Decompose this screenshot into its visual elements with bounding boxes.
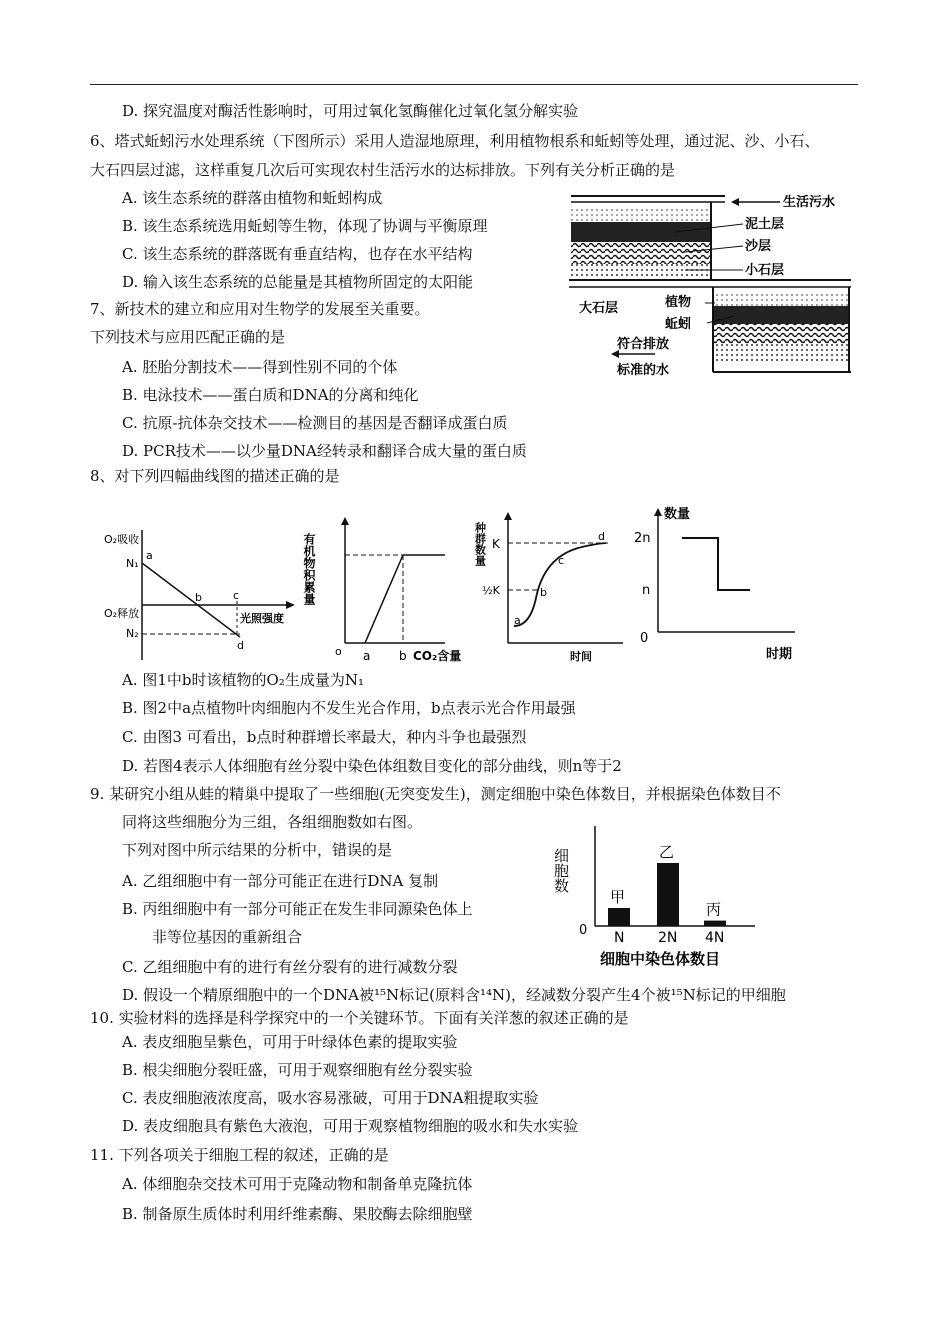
text-line: 下列对图中所示结果的分析中，错误的是 <box>122 841 393 859</box>
figure-2-co2-curve <box>302 515 475 665</box>
text-line: D. 探究温度对酶活性影响时，可用过氧化氢酶催化过氧化氢分解实验 <box>122 102 579 120</box>
figure-1-light-curve <box>100 525 300 665</box>
label-water-2: 标准的水 <box>617 363 670 378</box>
text-line: A. 胚胎分割技术——得到性别不同的个体 <box>122 358 398 376</box>
text-line: 10. 实验材料的选择是科学探究中的一个关键环节。下面有关洋葱的叙述正确的是 <box>90 1009 629 1027</box>
fig1-n1: N₁ <box>126 557 139 570</box>
fig1-point-d: d <box>237 639 244 652</box>
fig1-point-b: b <box>195 591 202 604</box>
header-rule <box>90 84 858 85</box>
label-stone: 大石层 <box>579 301 619 316</box>
text-line: C. 乙组细胞中有的进行有丝分裂有的进行减数分裂 <box>122 958 458 976</box>
text-line: A. 表皮细胞呈紫色，可用于叶绿体色素的提取实验 <box>122 1033 458 1051</box>
text-line: B. 电泳技术——蛋白质和DNA的分离和纯化 <box>122 386 419 404</box>
figure-3-population-curve <box>473 508 628 666</box>
bar-ylabel: 细胞数 <box>552 848 570 893</box>
text-line: 6、塔式蚯蚓污水处理系统（下图所示）采用人造湿地原理，利用植物根系和蚯蚓等处理，通过泥、沙、小石、 <box>90 132 820 150</box>
bar-2N <box>657 863 679 926</box>
fig3-point-a: a <box>514 614 521 627</box>
fig3-point-d: d <box>598 530 605 543</box>
fig2-point-a: a <box>363 649 371 663</box>
fig3-xlabel: 时间 <box>570 650 592 663</box>
bar-category-2N: 2N <box>658 930 678 946</box>
label-soil: 泥土层 <box>745 217 785 232</box>
bar-zero: 0 <box>579 923 588 938</box>
fig4-tick-2n: 2n <box>634 531 651 546</box>
text-line: A. 乙组细胞中有一部分可能正在进行DNA 复制 <box>122 872 439 890</box>
fig4-ylabel: 数量 <box>664 507 691 522</box>
bar-group <box>608 843 726 946</box>
text-line: D. 假设一个精原细胞中的一个DNA被¹⁵N标记(原料含¹⁴N)，经减数分裂产生4个被¹⁵N标记的甲细胞 <box>122 986 786 1004</box>
text-line: 同将这些细胞分为三组，各组细胞数如右图。 <box>122 813 423 831</box>
fig3-half-k: ½K <box>482 584 500 597</box>
bar-label-4N: 丙 <box>706 900 722 919</box>
fig4-xlabel: 时期 <box>766 647 793 662</box>
tower-system-diagram <box>565 188 861 384</box>
text-line: 大石四层过滤，这样重复几次后可实现农村生活污水的达标排放。下列有关分析正确的是 <box>90 161 676 179</box>
text-line: 9. 某研究小组从蛙的精巢中提取了一些细胞(无突变发生)，测定细胞中染色体数目，并根据染色体数目不 <box>90 785 781 803</box>
text-line: B. 丙组细胞中有一部分可能正在发生非同源染色体上 <box>122 900 473 918</box>
text-line: B. 制备原生质体时利用纤维素酶、果胶酶去除细胞壁 <box>122 1205 473 1223</box>
text-line: D. PCR技术——以少量DNA经转录和翻译合成大量的蛋白质 <box>122 442 527 460</box>
label-sewage: 生活污水 <box>783 195 836 210</box>
text-line: A. 体细胞杂交技术可用于克隆动物和制备单克隆抗体 <box>122 1175 473 1193</box>
text-line: 下列技术与应用匹配正确的是 <box>90 328 286 346</box>
fig2-origin: o <box>335 645 342 658</box>
fig2-xlabel: CO₂含量 <box>413 649 462 663</box>
text-line: 7、新技术的建立和应用对生物学的发展至关重要。 <box>90 300 430 318</box>
cell-count-bar-chart <box>552 818 775 972</box>
fig4-zero: 0 <box>640 631 649 646</box>
text-line: D. 若图4表示人体细胞有丝分裂中染色体组数目变化的部分曲线，则n等于2 <box>122 757 622 775</box>
text-line: B. 该生态系统选用蚯蚓等生物，体现了协调与平衡原理 <box>122 217 488 235</box>
text-line: A. 该生态系统的群落由植物和蚯蚓构成 <box>122 189 383 207</box>
label-sand: 沙层 <box>745 239 772 254</box>
fig1-n2: N₂ <box>126 627 139 640</box>
text-line: D. 输入该生态系统的总能量是其植物所固定的太阳能 <box>122 273 474 291</box>
text-line: 11. 下列各项关于细胞工程的叙述，正确的是 <box>90 1146 389 1164</box>
label-water-1: 符合排放 <box>617 337 670 352</box>
fig3-k: K <box>492 537 500 551</box>
label-plant: 植物 <box>665 295 692 310</box>
text-line: B. 根尖细胞分裂旺盛，可用于观察细胞有丝分裂实验 <box>122 1061 473 1079</box>
text-line: D. 表皮细胞具有紫色大液泡，可用于观察植物细胞的吸水和失水实验 <box>122 1117 579 1135</box>
text-line: C. 该生态系统的群落既有垂直结构，也存在水平结构 <box>122 245 473 263</box>
text-line: 非等位基因的重新组合 <box>152 928 303 946</box>
bar-label-2N: 乙 <box>659 843 675 861</box>
fig1-ylabel-bottom: O₂释放 <box>104 607 140 620</box>
text-line: C. 表皮细胞液浓度高，吸水容易涨破，可用于DNA粗提取实验 <box>122 1089 539 1107</box>
fig3-point-b: b <box>540 586 547 599</box>
text-line: C. 抗原-抗体杂交技术——检测目的基因是否翻译成蛋白质 <box>122 414 508 432</box>
bar-category-4N: 4N <box>705 930 725 946</box>
bar-xlabel: 细胞中染色体数目 <box>600 950 721 968</box>
figure-4-chromosome-set-curve <box>630 502 810 666</box>
fig3-ylabel: 种群数量 <box>473 522 487 566</box>
fig1-point-c: c <box>233 589 240 602</box>
fig1-point-a: a <box>146 549 153 562</box>
fig1-xlabel: 光照强度 <box>240 612 284 625</box>
fig2-ylabel: 有机物积累量 <box>302 533 316 605</box>
text-line: 8、对下列四幅曲线图的描述正确的是 <box>90 467 340 485</box>
bar-N <box>608 908 630 926</box>
label-gravel: 小石层 <box>745 263 785 278</box>
fig2-point-b: b <box>399 649 407 663</box>
fig4-tick-n: n <box>642 583 651 598</box>
text-line: B. 图2中a点植物叶肉细胞内不发生光合作用，b点表示光合作用最强 <box>122 699 576 717</box>
label-earthworm: 蚯蚓 <box>665 317 692 332</box>
fig3-point-c: c <box>558 554 565 567</box>
fig1-ylabel-top: O₂吸收 <box>104 533 140 546</box>
bar-label-N: 甲 <box>610 888 626 906</box>
bar-4N <box>704 921 726 926</box>
bar-category-N: N <box>614 930 625 946</box>
text-line: A. 图1中b时该植物的O₂生成量为N₁ <box>122 671 364 689</box>
text-line: C. 由图3 可看出，b点时种群增长率最大，种内斗争也最强烈 <box>122 728 527 746</box>
